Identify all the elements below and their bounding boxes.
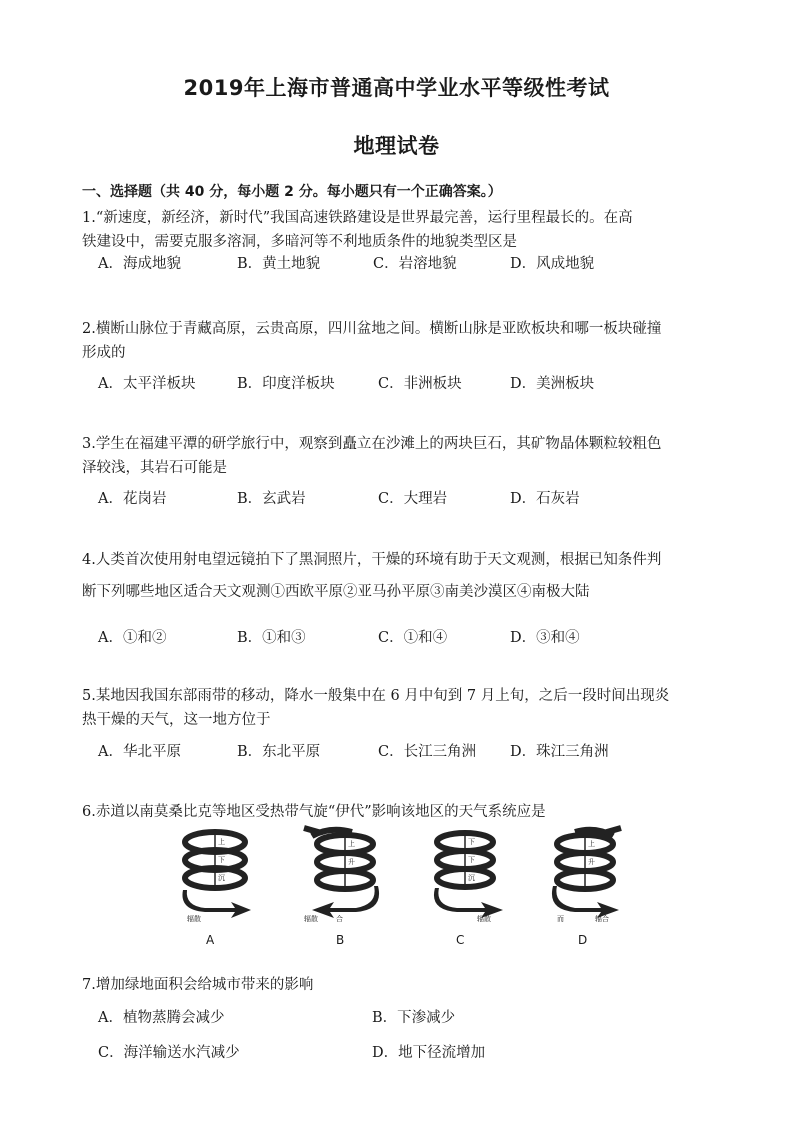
question-1-line-2: 铁建设中，需要克服多溶洞，多暗河等不利地质条件的地貌类型区是 xyxy=(82,234,517,250)
question-4-option-c: C．①和④ xyxy=(378,630,448,646)
question-4-option-d: D．③和④ xyxy=(510,630,580,646)
exam-title: 2019年上海市普通高中学业水平等级性考试 xyxy=(183,76,610,100)
svg-text:沉: 沉 xyxy=(218,874,225,882)
svg-text:下: 下 xyxy=(218,856,225,864)
question-5-option-b: B．东北平原 xyxy=(237,744,321,760)
question-2-line-2: 形成的 xyxy=(82,345,126,361)
question-5-option-d: D．珠江三角洲 xyxy=(510,744,609,760)
question-5-option-c: C．长江三角洲 xyxy=(378,744,477,760)
question-3-option-a: A．花岗岩 xyxy=(98,491,167,507)
svg-text:合: 合 xyxy=(336,915,343,922)
figure-label-b: B xyxy=(336,933,345,947)
cyclone-diagram-c xyxy=(415,822,525,922)
question-3-option-c: C．大理岩 xyxy=(378,491,448,507)
svg-text:辐散: 辐散 xyxy=(187,915,201,922)
cyclone-diagram-d xyxy=(535,822,645,922)
question-4-line-2: 断下列哪些地区适合天文观测①西欧平原②亚马孙平原③南美沙漠区④南极大陆 xyxy=(82,584,590,600)
svg-text:上: 上 xyxy=(348,840,355,848)
section-heading: 一、选择题（共 40 分，每小题 2 分。每小题只有一个正确答案。） xyxy=(82,184,502,200)
svg-text:辐合: 辐合 xyxy=(595,915,609,922)
svg-text:下: 下 xyxy=(468,838,475,846)
question-7-line-1: 7.增加绿地面积会给城市带来的影响 xyxy=(82,977,314,993)
question-1-line-1: 1.“新速度，新经济，新时代”我国高速铁路建设是世界最完善，运行里程最长的。在高 xyxy=(82,210,633,226)
question-5-line-2: 热干燥的天气，这一地方位于 xyxy=(82,712,271,728)
svg-text:而: 而 xyxy=(557,915,564,922)
question-3-option-b: B．玄武岩 xyxy=(237,491,306,507)
question-3-option-d: D．石灰岩 xyxy=(510,491,580,507)
question-2-option-b: B．印度洋板块 xyxy=(237,376,335,392)
figure-label-d: D xyxy=(578,933,588,947)
exam-subtitle: 地理试卷 xyxy=(353,134,440,158)
question-5-option-a: A．华北平原 xyxy=(98,744,181,760)
question-7-option-b: B．下渗减少 xyxy=(372,1010,456,1026)
question-4-option-a: A．①和② xyxy=(98,630,167,646)
question-1-option-b: B．黄土地貌 xyxy=(237,256,321,272)
question-3-line-1: 3.学生在福建平潭的研学旅行中，观察到矗立在沙滩上的两块巨石，其矿物晶体颗粒较粗色 xyxy=(82,436,662,452)
svg-text:辐散: 辐散 xyxy=(304,915,318,922)
question-1-option-a: A．海成地貌 xyxy=(98,256,181,272)
question-6-line-1: 6.赤道以南莫桑比克等地区受热带气旋“伊代”影响该地区的天气系统应是 xyxy=(82,804,546,820)
svg-text:下: 下 xyxy=(468,856,475,864)
svg-text:上: 上 xyxy=(588,840,595,848)
svg-text:上: 上 xyxy=(218,838,225,846)
question-2-option-c: C．非洲板块 xyxy=(378,376,462,392)
question-1-option-c: C．岩溶地貌 xyxy=(373,256,457,272)
svg-text:沉: 沉 xyxy=(468,874,475,882)
question-2-option-a: A．太平洋板块 xyxy=(98,376,196,392)
question-7-option-d: D．地下径流增加 xyxy=(372,1045,486,1061)
svg-text:升: 升 xyxy=(588,858,595,866)
question-5-line-1: 5.某地因我国东部雨带的移动，降水一般集中在 6 月中旬到 7 月上旬，之后一段时间出现炎 xyxy=(82,688,670,704)
question-7-option-c: C．海洋输送水汽减少 xyxy=(98,1045,240,1061)
question-4-option-b: B．①和③ xyxy=(237,630,306,646)
cyclone-diagram-b xyxy=(290,822,400,922)
question-7-option-a: A．植物蒸腾会减少 xyxy=(98,1010,225,1026)
figure-label-a: A xyxy=(206,933,215,947)
svg-text:辐散: 辐散 xyxy=(477,915,491,922)
cyclone-diagram-a xyxy=(165,822,275,922)
question-1-option-d: D．风成地貌 xyxy=(510,256,595,272)
question-2-option-d: D．美洲板块 xyxy=(510,376,595,392)
question-2-line-1: 2.横断山脉位于青藏高原，云贵高原，四川盆地之间。横断山脉是亚欧板块和哪一板块碰撞 xyxy=(82,321,662,337)
question-4-line-1: 4.人类首次使用射电望远镜拍下了黑洞照片，干燥的环境有助于天文观测，根据已知条件判 xyxy=(82,552,662,568)
figure-label-c: C xyxy=(456,933,465,947)
question-3-line-2: 泽较浅，其岩石可能是 xyxy=(82,460,227,476)
svg-text:升: 升 xyxy=(348,858,355,866)
